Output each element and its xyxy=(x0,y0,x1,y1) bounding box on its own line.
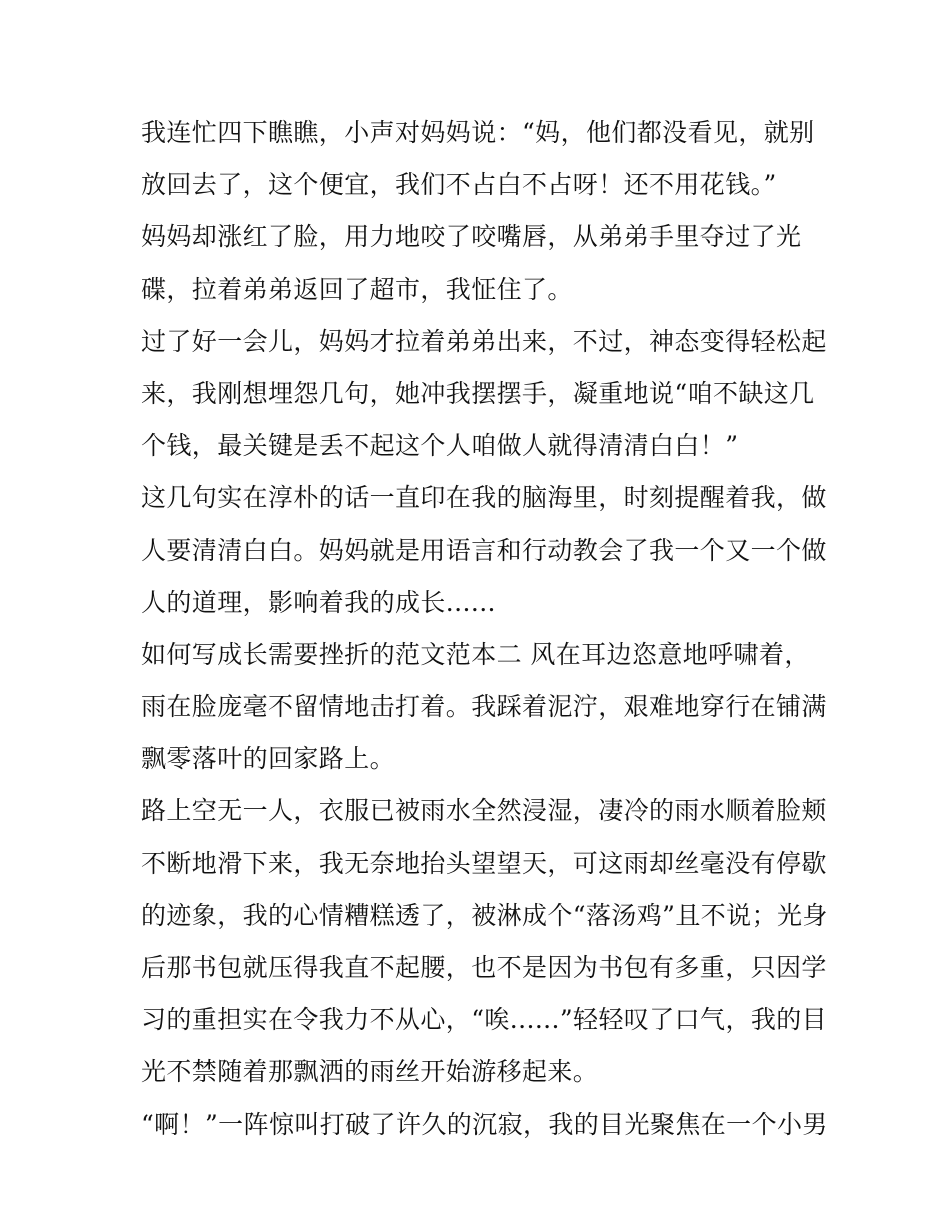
text-line: 碟，拉着弟弟返回了超市，我怔住了。 xyxy=(141,274,573,304)
text-line: 人要清清白白。妈妈就是用语言和行动教会了我一个又一个做 xyxy=(141,535,827,565)
text-line: 过了好一会儿，妈妈才拉着弟弟出来，不过，神态变得轻松起 xyxy=(141,326,827,356)
text-line: 路上空无一人，衣服已被雨水全然浸湿，凄冷的雨水顺着脸颊 xyxy=(141,796,827,826)
text-line: 雨在脸庞毫不留情地击打着。我踩着泥泞，艰难地穿行在铺满 xyxy=(141,692,827,722)
text-line: 我连忙四下瞧瞧，小声对妈妈说：“妈，他们都没看见，就别 xyxy=(141,118,815,147)
text-line: “啊！”一阵惊叫打破了许久的沉寂，我的目光聚焦在一个小男 xyxy=(141,1109,828,1139)
text-line: 不断地滑下来，我无奈地抬头望望天，可这雨却丝毫没有停歇 xyxy=(141,848,827,878)
text-line: 后那书包就压得我直不起腰，也不是因为书包有多重，只因学 xyxy=(141,953,827,982)
text-line: 光不禁随着那飘洒的雨丝开始游移起来。 xyxy=(141,1057,599,1087)
text-line: 个钱，最关键是丢不起这个人咱做人就得清清白白！” xyxy=(141,431,739,461)
text-line: 人的道理，影响着我的成长...... xyxy=(141,587,496,617)
text-line: 妈妈却涨红了脸，用力地咬了咬嘴唇，从弟弟手里夺过了光 xyxy=(141,222,802,252)
text-line: 的迹象，我的心情糟糕透了，被淋成个“落汤鸡”且不说；光身 xyxy=(141,900,828,930)
text-line: 习的重担实在令我力不从心，“唉......”轻轻叹了口气，我的目 xyxy=(141,1005,828,1035)
text-line: 放回去了，这个便宜，我们不占白不占呀！还不用花钱。” xyxy=(141,170,777,200)
body-text xyxy=(141,107,828,1151)
text-line: 飘零落叶的回家路上。 xyxy=(141,744,396,774)
text-line: 来，我刚想埋怨几句，她冲我摆摆手，凝重地说“咱不缺这几 xyxy=(141,378,815,408)
text-line: 如何写成长需要挫折的范文范本二 风在耳边恣意地呼啸着， xyxy=(141,639,810,669)
text-line: 这几句实在淳朴的话一直印在我的脑海里，时刻提醒着我，做 xyxy=(141,483,827,513)
